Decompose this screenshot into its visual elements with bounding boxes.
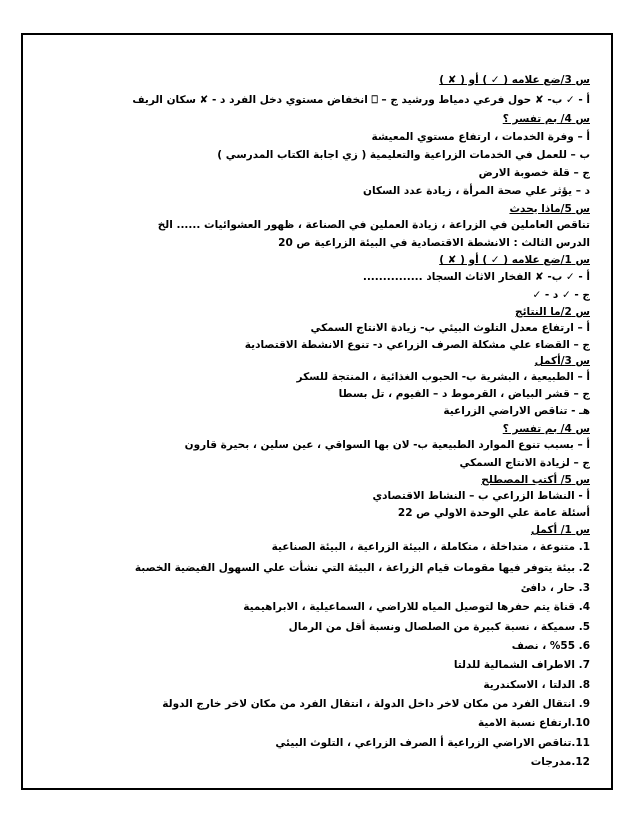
question-heading: س 4/ بم تفسر ؟ [502,423,590,435]
list-item: 8. الدلتا ، الاسكندرية [483,679,590,691]
section-title: أسئلة عامة علي الوحدة الاولي ص 22 [397,507,590,519]
answer-line: ب – للعمل في الخدمات الزراعية والتعليمية ( زي اجابة الكتاب المدرسي ) [217,149,590,161]
list-item: 5. سميكة ، نسبة كبيرة من الصلصال ونسبة أقل من الرمال [288,621,590,633]
list-item: 10.ارتفاع نسبة الامية [477,717,590,729]
question-heading: س 3/ضع علامه ( ✓ ) أو ( ✘ ) [439,74,590,86]
question-heading: س 4/ بم تفسر ؟ [502,113,590,125]
list-item: 6. %55 ، نصف [511,640,590,652]
list-item: 2. بيئة يتوفر فيها مقومات قيام الزراعة ، البيئة التي نشأت علي السهول الفيضية الخصبة [134,562,590,574]
question-heading: س 3/أكمل [534,355,590,367]
question-heading: س 1/ضع علامه ( ✓ ) أو ( ✘ ) [439,254,590,266]
answer-line: د – يؤثر علي صحة المرأة ، زيادة عدد السكان [363,185,590,197]
answer-line: أ - النشاط الزراعي ب – النشاط الاقتصادي [372,490,590,502]
list-item: 11.تناقص الاراضي الزراعية أ الصرف الزراعي ، التلوث البيئي [275,737,590,749]
answer-line: أ - ✓ ب- ✘ الفخار الاثاث السجاد ............... [362,271,590,283]
list-item: 3. حار ، دافئ [520,582,590,594]
list-item: 12.مدرجات [530,756,590,768]
list-item: 9. انتقال الفرد من مكان لاخر داخل الدولة ، انتقال الفرد من مكان لاخر خارج الدولة [162,698,590,710]
answer-line: أ – الطبيعية ، البشرية ب- الحبوب الغذائية ، المنتجة للسكر [296,371,590,383]
list-item: 7. الاطراف الشمالية للدلتا [453,659,590,671]
answer-line: هـ - تناقص الاراضي الزراعية [443,405,590,417]
question-heading: س 5/ أكتب المصطلح [481,474,590,486]
answer-line: أ – وفرة الخدمات ، ارتفاع مستوي المعيشة [371,131,590,143]
answer-line: أ – بسبب تنوع الموارد الطبيعية ب- لان بها السواقي ، عين سلين ، بحيرة قارون [184,439,590,451]
answer-line: ج – القضاء علي مشكلة الصرف الزراعي د- تنوع الانشطة الاقتصادية [244,339,590,351]
lesson-title: الدرس الثالث : الانشطة الاقتصادية في البيئة الزراعية ص 20 [278,237,590,249]
answer-line: ج – قلة خصوبة الارض [478,167,590,179]
answer-line: أ – ارتفاع معدل التلوث البيئي ب- زيادة الانتاج السمكي [310,322,590,334]
answer-line: تناقص العاملين في الزراعة ، زيادة العملين في الصناعة ، ظهور العشوائيات ...... الخ [157,219,590,231]
answer-line: ج – قشر البياض ، القرموط د – الفيوم ، تل بسطا [338,388,590,400]
question-heading: س 5/ماذا يحدث [509,203,590,215]
list-item: 4. قناة يتم حفرها لتوصيل المياه للاراضي ، السماعيلية ، الابراهيمية [243,601,590,613]
list-item: 1. متنوعة ، متداخلة ، متكاملة ، البيئة الزراعية ، البيئة الصناعية [271,541,590,553]
answer-line: ج – لزيادة الانتاج السمكي [459,457,590,469]
answer-line: ج - ✓ د - ✓ [532,289,590,301]
answer-line: أ - ✓ ب- ✘ حول فرعي دمياط ورشيد ج – ⎕ انخفاض مستوي دخل الفرد د - ✘ سكان الريف [132,94,590,106]
question-heading: س 1/ أكمل [530,524,590,536]
question-heading: س 2/ما النتائج [515,306,590,318]
